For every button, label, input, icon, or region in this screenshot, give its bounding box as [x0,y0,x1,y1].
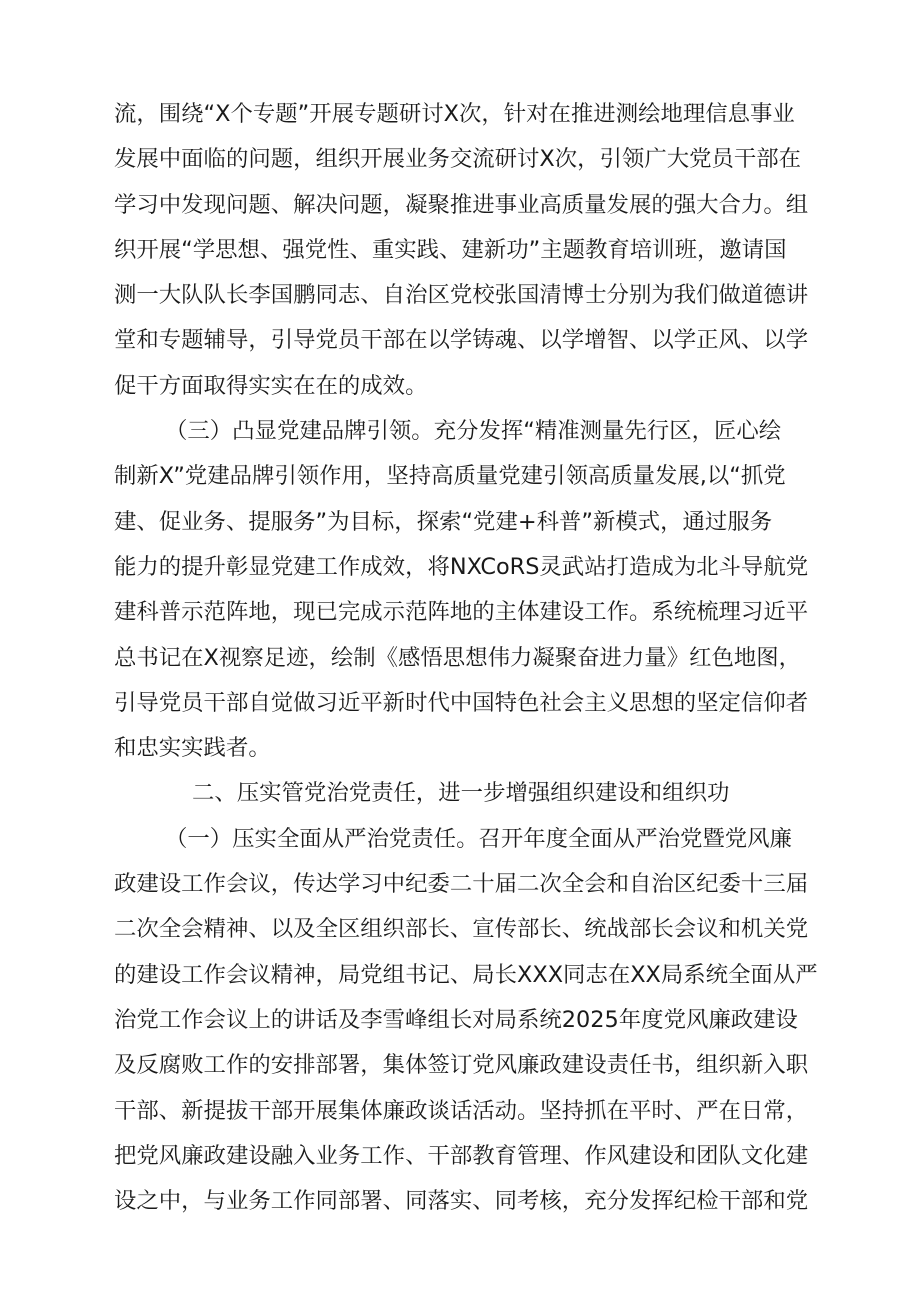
body-text-line: 二次全会精神、以及全区组织部长、宣传部长、统战部长会议和机关党 [114,916,809,943]
body-text-line: 治党工作会议上的讲话及李雪峰组长对局系统2025年度党风廉政建设 [114,1006,798,1033]
body-text-line: 学习中发现问题、解决问题，凝聚推进事业高质量发展的强大合力。组 [114,191,809,218]
body-text-line: 流，围绕“X个专题”开展专题研讨X次，针对在推进测绘地理信息事业 [114,101,795,127]
body-text-line: 测一大队队长李国鹏同志、自治区党校张国清博士分别为我们做道德讲 [114,282,809,309]
document-body [114,92,836,1224]
body-text-line: 及反腐败工作的安排部署，集体签订党风廉政建设责任书，组织新入职 [114,1052,809,1079]
body-text-line: 制新X”党建品牌引领作用，坚持高质量党建引领高质量发展,以“抓党 [114,463,786,490]
body-text-line: 发展中面临的问题，组织开展业务交流研讨X次，引领广大党员干部在 [114,146,802,173]
paragraph-first-line: （一）压实全面从严治党责任。召开年度全面从严治党暨党风廉 [165,825,792,852]
paragraph-first-line: （三）凸显党建品牌引领。充分发挥“精准测量先行区，匠心绘 [165,418,782,445]
body-text-line: 政建设工作会议，传达学习中纪委二十届二次全会和自治区纪委十三届 [114,871,809,898]
body-text-line: 把党风廉政建设融入业务工作、干部教育管理、作风建设和团队文化建 [114,1142,809,1169]
body-text-line: 的建设工作会议精神，局党组书记、局长XXX同志在XX局系统全面从严 [114,961,818,988]
body-text-line: 能力的提升彰显党建工作成效，将NXCoRS灵武站打造成为北斗导航党 [114,553,809,580]
body-text-line: 织开展“学思想、强党性、重实践、建新功”主题教育培训班，邀请国 [114,236,787,263]
body-text-line: 促干方面取得实实在在的成效。 [114,372,428,399]
body-text-line: 总书记在X视察足迹，绘制《感悟思想伟力凝聚奋进力量》红色地图， [114,644,802,671]
body-text-line: 引导党员干部自觉做习近平新时代中国特色社会主义思想的坚定信仰者 [114,689,809,716]
body-text-line: 设之中，与业务工作同部署、同落实、同考核，充分发挥纪检干部和党 [114,1188,809,1215]
body-text-line: 建、促业务、提服务”为目标，探索“党建+科普”新模式，通过服务 [114,508,773,535]
body-text-line: 建科普示范阵地，现已完成示范阵地的主体建设工作。系统梳理习近平 [114,599,809,626]
section-heading: 二、压实管党治党责任，进一步增强组织建设和组织功 [192,780,730,807]
body-text-line: 堂和专题辅导，引导党员干部在以学铸魂、以学增智、以学正风、以学 [114,327,809,354]
body-text-line: 和忠实实践者。 [114,735,271,762]
body-text-line: 干部、新提拔干部开展集体廉政谈话活动。坚持抓在平时、严在日常， [114,1097,809,1124]
